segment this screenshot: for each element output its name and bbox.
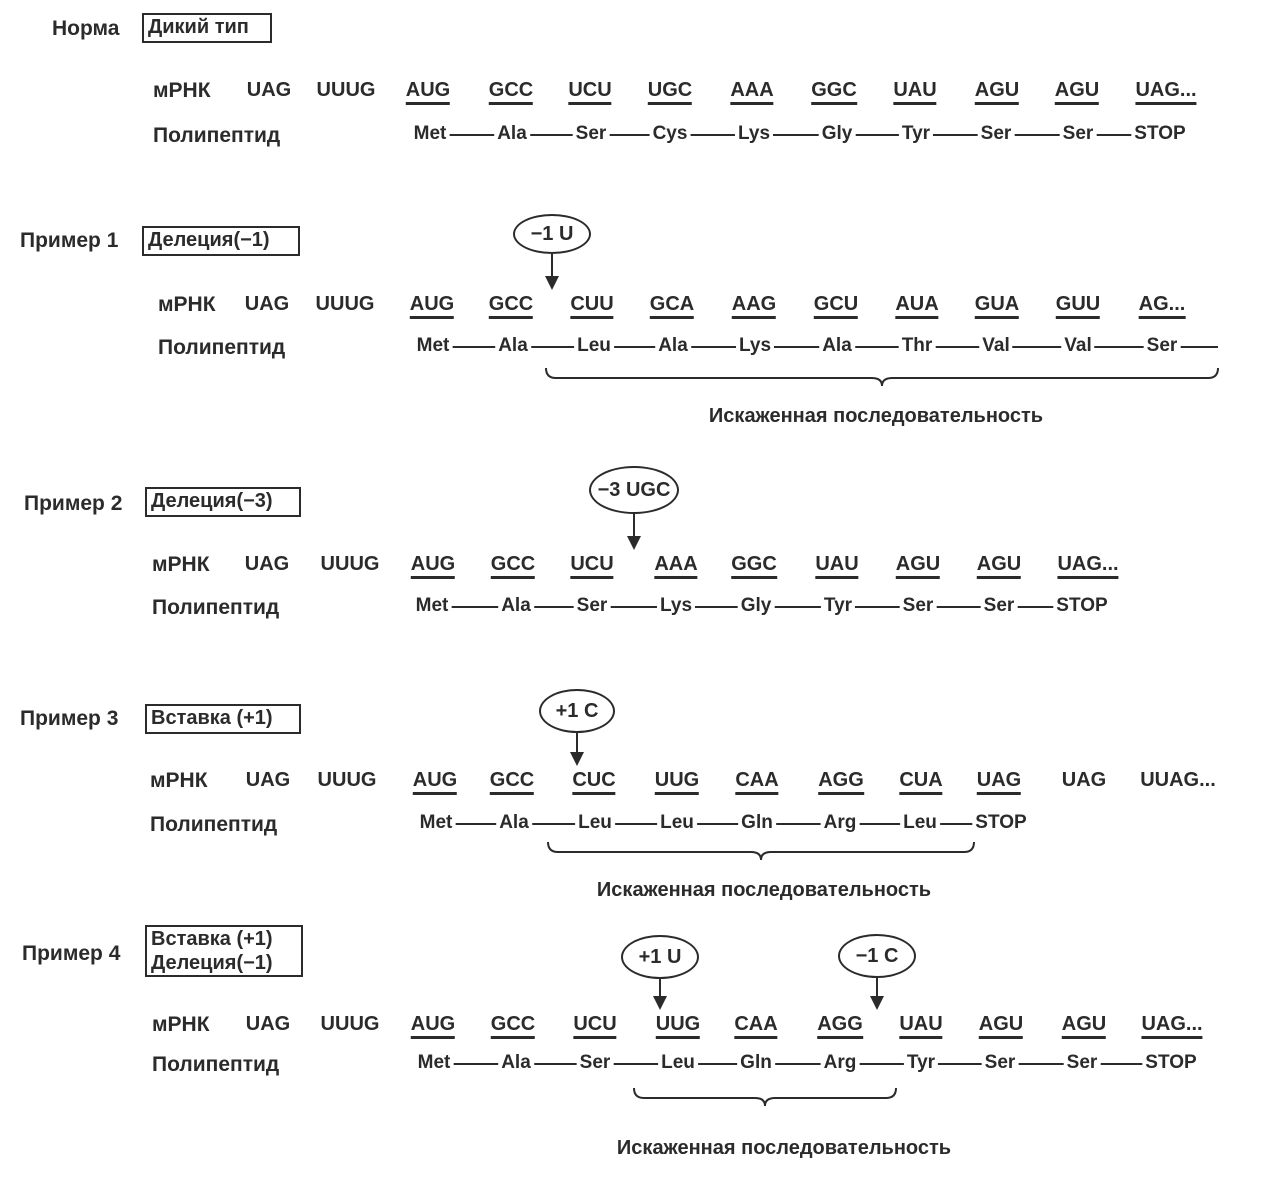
polypeptide-label: Полипептид: [158, 336, 286, 359]
codon: AGU: [1062, 1014, 1106, 1039]
polypeptide-label: Полипептид: [152, 1053, 280, 1076]
amino-acid: Leu: [575, 813, 615, 832]
amino-acid: Leu: [657, 813, 697, 832]
arrow-head-icon: [870, 996, 884, 1010]
mutation-type-label: Дикий тип: [148, 16, 249, 38]
brace-icon: [546, 842, 976, 864]
mutation-bubble: +1 C: [539, 689, 615, 733]
amino-acid: Lys: [657, 596, 695, 615]
codon: GCU: [814, 294, 858, 319]
codon: UUUG: [320, 1013, 380, 1035]
codon: GCC: [489, 80, 533, 105]
amino-acid: Gly: [738, 596, 775, 615]
example-title: Пример 1: [20, 229, 119, 252]
amino-acid: Ser: [577, 1053, 614, 1072]
codon: AGG: [818, 770, 864, 795]
amino-acid: Ala: [819, 336, 855, 355]
amino-acid: Leu: [658, 1053, 698, 1072]
mutation-bubble: −1 C: [838, 934, 916, 978]
codon: UCU: [568, 80, 611, 105]
amino-acid: Met: [413, 596, 452, 615]
mutation-bubble: −1 U: [513, 214, 591, 254]
amino-acid: Ser: [574, 596, 611, 615]
codon: UAG: [245, 769, 291, 791]
codon: CUU: [570, 294, 613, 319]
codon: GGC: [811, 80, 857, 105]
codon: UUUG: [320, 553, 380, 575]
codon: AGU: [1055, 80, 1099, 105]
codon: UAG: [1061, 769, 1107, 791]
brace-icon: [544, 368, 1220, 390]
codon: CUC: [572, 770, 615, 795]
amino-acid: Met: [414, 336, 453, 355]
codon: AGG: [817, 1014, 863, 1039]
codon: UAU: [899, 1014, 942, 1039]
amino-acid: Ala: [494, 124, 530, 143]
polypeptide-label: Полипептид: [152, 596, 280, 619]
arrow-head-icon: [545, 276, 559, 290]
example-title: Пример 2: [24, 492, 123, 515]
amino-acid: Lys: [736, 336, 774, 355]
codon: GCA: [650, 294, 694, 319]
mutation-type-label: Вставка (+1): [151, 928, 273, 950]
amino-acid: Leu: [900, 813, 940, 832]
mutation-type-label: Делеция(−1): [148, 229, 270, 251]
codon: UAG: [245, 1013, 291, 1035]
amino-acid: Ser: [981, 596, 1018, 615]
brace-icon: [632, 1088, 898, 1110]
arrow-head-icon: [653, 996, 667, 1010]
amino-acid: Met: [415, 1053, 454, 1072]
codon: UAG...: [1141, 1014, 1202, 1039]
codon: AG...: [1139, 294, 1186, 319]
codon: UCU: [570, 554, 613, 579]
codon: AUG: [406, 80, 450, 105]
amino-acid: Ala: [498, 596, 534, 615]
distorted-sequence-caption: Искаженная последовательность: [616, 1137, 952, 1159]
amino-acid: Thr: [899, 336, 936, 355]
amino-acid: Leu: [574, 336, 614, 355]
amino-acid: Gly: [819, 124, 856, 143]
codon: UGC: [648, 80, 692, 105]
codon: GCC: [489, 294, 533, 319]
codon: AAA: [730, 80, 773, 105]
codon: UAG...: [1135, 80, 1196, 105]
amino-acid: Gln: [737, 1053, 775, 1072]
codon: UUG: [655, 770, 699, 795]
amino-acid: Ser: [573, 124, 610, 143]
codon: UAU: [893, 80, 936, 105]
mutation-arrow-icon: [876, 978, 878, 996]
mutation-type-box: [145, 704, 301, 734]
mrna-label: мРНК: [150, 769, 208, 792]
codon: AGU: [977, 554, 1021, 579]
mutation-type-box: [145, 925, 303, 977]
codon: UUUG: [315, 293, 375, 315]
mutation-type-label: Делеция(−1): [151, 952, 273, 974]
mutation-arrow-icon: [576, 733, 578, 752]
codon: UAG: [977, 770, 1021, 795]
mutation-type-label: Делеция(−3): [151, 490, 273, 512]
codon: AUG: [413, 770, 457, 795]
amino-acid: Ser: [982, 1053, 1019, 1072]
amino-acid: Ser: [1060, 124, 1097, 143]
amino-acid: STOP: [1142, 1053, 1199, 1072]
amino-acid: Tyr: [821, 596, 855, 615]
codon: AGU: [896, 554, 940, 579]
amino-acid: STOP: [1053, 596, 1110, 615]
mutation-bubble: −3 UGC: [589, 466, 679, 514]
mutation-type-box: [145, 487, 301, 517]
mutation-type-box: [142, 226, 300, 256]
example-title: Пример 4: [22, 942, 121, 965]
amino-acid: Ala: [495, 336, 531, 355]
amino-acid: STOP: [972, 813, 1029, 832]
codon: AUA: [895, 294, 938, 319]
codon: AAG: [732, 294, 776, 319]
amino-acid: Val: [979, 336, 1012, 355]
codon: UUUG: [316, 79, 376, 101]
polypeptide-label: Полипептид: [150, 813, 278, 836]
codon: GUU: [1056, 294, 1100, 319]
mutation-type-box: [142, 13, 272, 43]
amino-acid: Arg: [821, 1053, 860, 1072]
codon: AGU: [975, 80, 1019, 105]
amino-acid: Ser: [1064, 1053, 1101, 1072]
distorted-sequence-caption: Искаженная последовательность: [596, 879, 932, 901]
amino-acid: Tyr: [899, 124, 933, 143]
distorted-sequence-caption: Искаженная последовательность: [708, 405, 1044, 427]
arrow-head-icon: [627, 536, 641, 550]
codon: UAG: [244, 553, 290, 575]
mrna-label: мРНК: [153, 79, 211, 102]
codon: AGU: [979, 1014, 1023, 1039]
codon: UAG...: [1057, 554, 1118, 579]
amino-acid: Ser: [978, 124, 1015, 143]
arrow-head-icon: [570, 752, 584, 766]
codon: CAA: [735, 770, 778, 795]
codon: AAA: [654, 554, 697, 579]
amino-acid: Val: [1061, 336, 1094, 355]
codon: GCC: [491, 554, 535, 579]
mutation-arrow-icon: [551, 254, 553, 276]
amino-acid: Ser: [1144, 336, 1181, 355]
amino-acid: Ser: [900, 596, 937, 615]
example-title: Норма: [52, 17, 120, 40]
codon: UUAG...: [1140, 769, 1216, 791]
codon: CAA: [734, 1014, 777, 1039]
codon: GGC: [731, 554, 777, 579]
codon: GCC: [491, 1014, 535, 1039]
mrna-label: мРНК: [152, 553, 210, 576]
codon: AUG: [411, 554, 455, 579]
codon: UAU: [815, 554, 858, 579]
amino-acid: Arg: [821, 813, 860, 832]
amino-acid: Ala: [498, 1053, 534, 1072]
amino-acid: Cys: [650, 124, 691, 143]
mutation-arrow-icon: [633, 514, 635, 536]
mrna-label: мРНК: [152, 1013, 210, 1036]
codon: AUG: [410, 294, 454, 319]
amino-acid: Met: [417, 813, 456, 832]
amino-acid: STOP: [1131, 124, 1188, 143]
amino-acid: Tyr: [904, 1053, 938, 1072]
polypeptide-label: Полипептид: [153, 124, 281, 147]
mutation-bubble: +1 U: [621, 935, 699, 979]
codon: AUG: [411, 1014, 455, 1039]
mutation-type-label: Вставка (+1): [151, 707, 273, 729]
amino-acid: Met: [411, 124, 450, 143]
codon: CUA: [899, 770, 942, 795]
amino-acid: Lys: [735, 124, 773, 143]
codon: UAG: [246, 79, 292, 101]
codon: UUG: [656, 1014, 700, 1039]
mutation-arrow-icon: [659, 979, 661, 996]
codon: UCU: [573, 1014, 616, 1039]
codon: GUA: [975, 294, 1019, 319]
codon: UAG: [244, 293, 290, 315]
amino-acid: Ala: [496, 813, 532, 832]
codon: UUUG: [317, 769, 377, 791]
codon: GCC: [490, 770, 534, 795]
amino-acid: Gln: [738, 813, 776, 832]
amino-acid: Ala: [655, 336, 691, 355]
example-title: Пример 3: [20, 707, 119, 730]
mrna-label: мРНК: [158, 293, 216, 316]
